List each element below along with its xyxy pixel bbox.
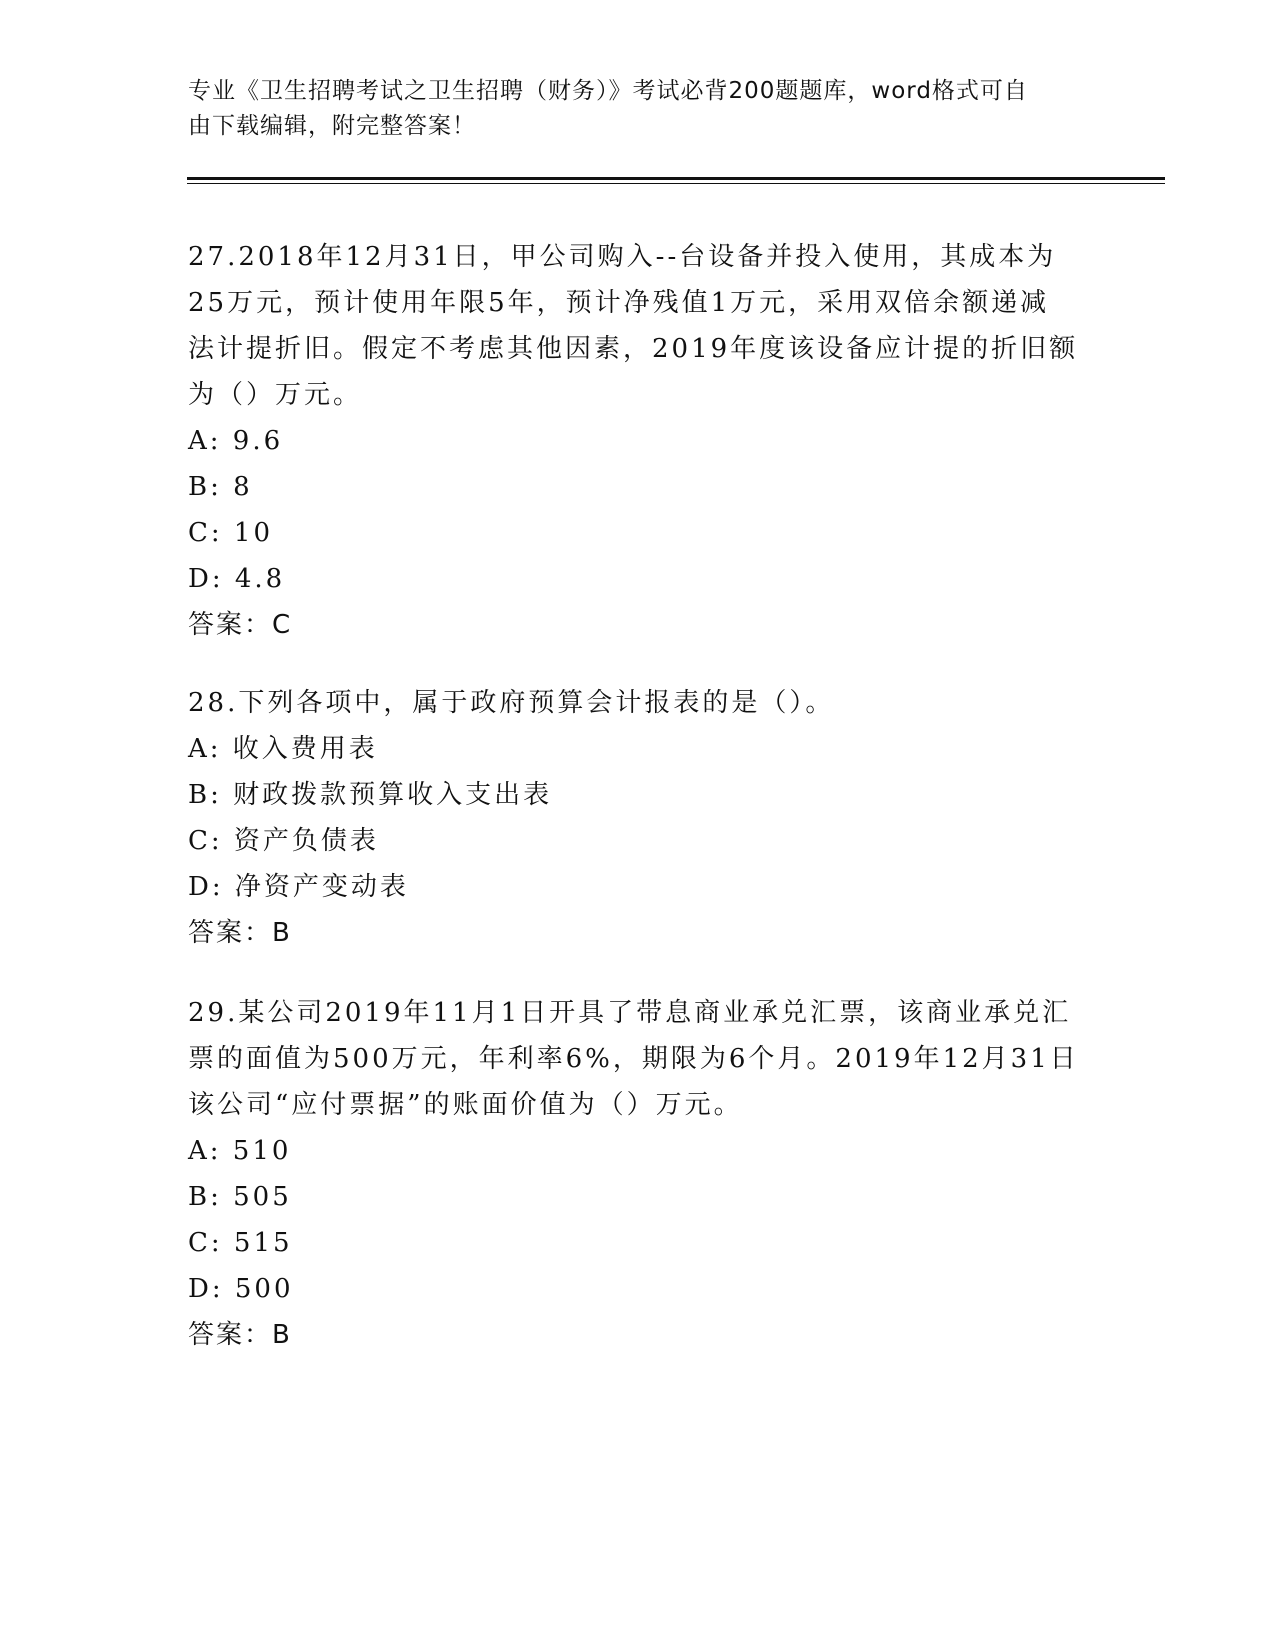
answer-line: 答案：B: [188, 918, 292, 948]
option-b: B: 505: [188, 1182, 292, 1212]
question-text-line: 28.下列各项中，属于政府预算会计报表的是（）。: [188, 688, 835, 718]
option-a: A: 9.6: [188, 426, 284, 456]
option-a: A: 510: [188, 1136, 292, 1166]
answer-line: 答案：C: [188, 610, 293, 640]
option-c: C: 资产负债表: [188, 826, 379, 856]
option-d: D: 4.8: [188, 564, 286, 594]
question-29: [188, 990, 1088, 1358]
option-b: B: 8: [188, 472, 253, 502]
header-line: 专业《卫生招聘考试之卫生招聘（财务）》考试必背200题题库，word格式可自: [188, 78, 1028, 104]
option-c: C: 10: [188, 518, 274, 548]
header-divider-thick: [187, 177, 1165, 180]
question-text-line: 法计提折旧。假定不考虑其他因素，2019年度该设备应计提的折旧额: [188, 334, 1079, 364]
option-b: B: 财政拨款预算收入支出表: [188, 780, 553, 810]
option-c: C: 515: [188, 1228, 293, 1258]
question-text-line: 为（）万元。: [188, 380, 363, 410]
option-d: D: 净资产变动表: [188, 872, 409, 902]
question-text-line: 25万元，预计使用年限5年，预计净残值1万元，采用双倍余额递减: [188, 288, 1050, 318]
option-a: A: 收入费用表: [188, 734, 378, 764]
header-divider-thin: [187, 183, 1165, 184]
answer-line: 答案：B: [188, 1320, 292, 1350]
question-27: [188, 234, 1088, 648]
question-text-line: 29.某公司2019年11月1日开具了带息商业承兑汇票，该商业承兑汇: [188, 998, 1072, 1028]
option-d: D: 500: [188, 1274, 294, 1304]
question-text-line: 票的面值为500万元，年利率6%，期限为6个月。2019年12月31日: [188, 1044, 1079, 1074]
question-text-line: 27.2018年12月31日，甲公司购入--台设备并投入使用，其成本为: [188, 242, 1057, 272]
question-text-line: 该公司“应付票据”的账面价值为（）万元。: [188, 1090, 743, 1120]
question-28: [188, 680, 1088, 956]
header-line: 由下载编辑，附完整答案！: [188, 113, 476, 139]
document-header: [188, 74, 1068, 144]
